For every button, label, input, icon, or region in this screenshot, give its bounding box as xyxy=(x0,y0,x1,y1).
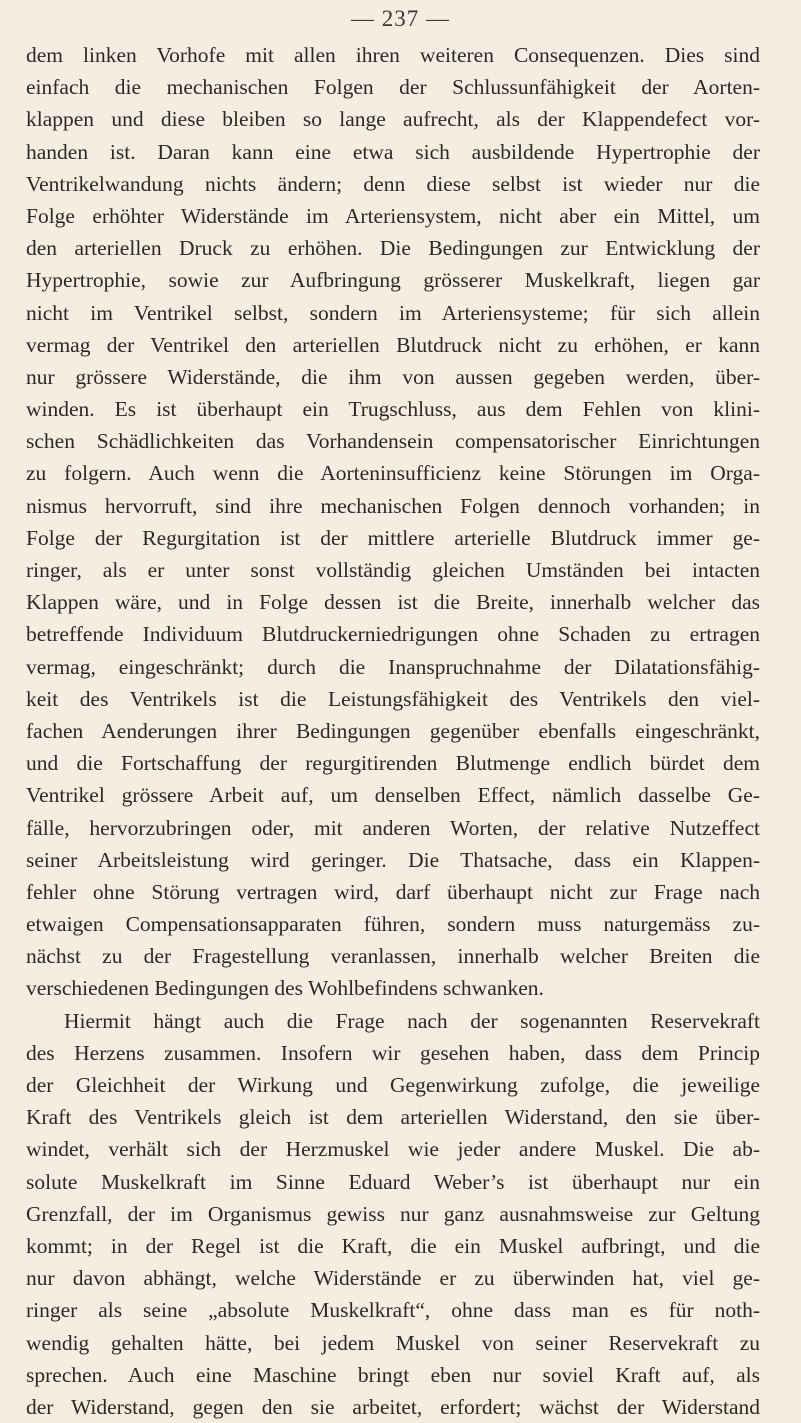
text-line: fehler ohne Störung vertragen wird, darf überhaupt nicht zur Frage nach xyxy=(26,879,760,904)
text-line: zu folgern. Auch wenn die Aorteninsufficienz keine Störungen im Orga- xyxy=(26,461,760,486)
text-line: betreffende Individuum Blutdruckerniedrigungen ohne Schaden zu ertragen xyxy=(26,622,760,647)
text-line: den arteriellen Druck zu erhöhen. Die Bedingungen zur Entwicklung der xyxy=(26,236,760,261)
text-line: ringer, als er unter sonst vollständig gleichen Umständen bei intacten xyxy=(26,558,760,582)
text-line: ringer als seine „absolute Muskelkraft“, ohne dass man es für noth- xyxy=(26,1298,760,1323)
page-number: — 237 — xyxy=(351,6,450,31)
text-line: solute Muskelkraft im Sinne Eduard Weber’s ist überhaupt nur ein xyxy=(26,1169,760,1194)
text-line: winden. Es ist überhaupt ein Trugschluss, aus dem Fehlen von klini- xyxy=(26,397,760,422)
paragraph-1 xyxy=(26,39,760,1005)
text-line: nächst zu der Fragestellung veranlassen, innerhalb welcher Breiten die xyxy=(26,944,760,969)
text-line: vermag, eingeschränkt; durch die Inanspruchnahme der Dilatationsfähig- xyxy=(26,654,760,679)
text-line: wendig gehalten hätte, bei jedem Muskel von seiner Reservekraft zu xyxy=(26,1330,760,1355)
paragraph-2 xyxy=(26,1005,760,1423)
text-line: Folge der Regurgitation ist der mittlere arterielle Blutdruck immer ge- xyxy=(26,525,760,550)
text-line: Folge erhöhter Widerstände im Arteriensystem, nicht aber ein Mittel, um xyxy=(26,203,760,228)
text-line: dem linken Vorhofe mit allen ihren weiteren Consequenzen. Dies sind xyxy=(26,43,760,67)
text-line: nur grössere Widerstände, die ihm von aussen gegeben werden, über- xyxy=(26,364,760,389)
text-line: kommt; in der Regel ist die Kraft, die ein Muskel aufbringt, und die xyxy=(26,1233,760,1258)
text-line: der Gleichheit der Wirkung und Gegenwirkung zufolge, die jeweilige xyxy=(26,1073,760,1097)
text-line: handen ist. Daran kann eine etwa sich ausbildende Hypertrophie der xyxy=(26,139,760,164)
text-line: Grenzfall, der im Organismus gewiss nur ganz ausnahmsweise zur Geltung xyxy=(26,1201,760,1226)
text-line: und die Fortschaffung der regurgitirenden Blutmenge endlich bürdet dem xyxy=(26,751,760,776)
text-line: nismus hervorruft, sind ihre mechanischen Folgen dennoch vorhanden; in xyxy=(26,493,760,518)
text-line: Hiermit hängt auch die Frage nach der sogenannten Reservekraft xyxy=(64,1008,760,1033)
text-line: fälle, hervorzubringen oder, mit anderen Worten, der relative Nutzeffect xyxy=(26,815,760,840)
text-line: vermag der Ventrikel den arteriellen Blutdruck nicht zu erhöhen, er kann xyxy=(26,332,760,357)
text-line: keit des Ventrikels ist die Leistungsfähigkeit des Ventrikels den viel- xyxy=(26,686,760,711)
text-line: fachen Aenderungen ihrer Bedingungen gegenüber ebenfalls eingeschränkt, xyxy=(26,718,760,743)
text-line: verschiedenen Bedingungen des Wohlbefindens schwanken. xyxy=(26,976,544,1001)
text-line: der Widerstand, gegen den sie arbeitet, erfordert; wächst der Widerstand xyxy=(26,1394,760,1419)
text-line: Ventrikelwandung nichts ändern; denn diese selbst ist wieder nur die xyxy=(26,171,760,196)
text-line: windet, verhält sich der Herzmuskel wie jeder andere Muskel. Die ab- xyxy=(26,1137,760,1162)
text-line: Hypertrophie, sowie zur Aufbringung grösserer Muskelkraft, liegen gar xyxy=(26,268,760,293)
text-line: klappen und diese bleiben so lange aufrecht, als der Klappendefect vor- xyxy=(26,107,760,132)
text-line: Klappen wäre, und in Folge dessen ist die Breite, innerhalb welcher das xyxy=(26,590,760,615)
text-line: nicht im Ventrikel selbst, sondern im Arteriensysteme; für sich allein xyxy=(26,300,760,325)
body-text xyxy=(26,39,760,1423)
text-line: Ventrikel grössere Arbeit auf, um denselben Effect, nämlich dasselbe Ge- xyxy=(26,783,760,808)
text-line: nur davon abhängt, welche Widerstände er zu überwinden hat, viel ge- xyxy=(26,1266,760,1291)
text-line: seiner Arbeitsleistung wird geringer. Die Thatsache, dass ein Klappen- xyxy=(26,847,760,872)
text-line: einfach die mechanischen Folgen der Schlussunfähigkeit der Aorten- xyxy=(26,75,760,100)
text-line: schen Schädlichkeiten das Vorhandensein compensatorischer Einrichtungen xyxy=(26,429,760,454)
text-line: Kraft des Ventrikels gleich ist dem arteriellen Widerstand, den sie über- xyxy=(26,1105,760,1130)
text-line: des Herzens zusammen. Insofern wir gesehen haben, dass dem Princip xyxy=(26,1040,760,1065)
text-line: sprechen. Auch eine Maschine bringt eben nur soviel Kraft auf, als xyxy=(26,1362,760,1387)
text-line: etwaigen Compensationsapparaten führen, sondern muss naturgemäss zu- xyxy=(26,912,760,937)
